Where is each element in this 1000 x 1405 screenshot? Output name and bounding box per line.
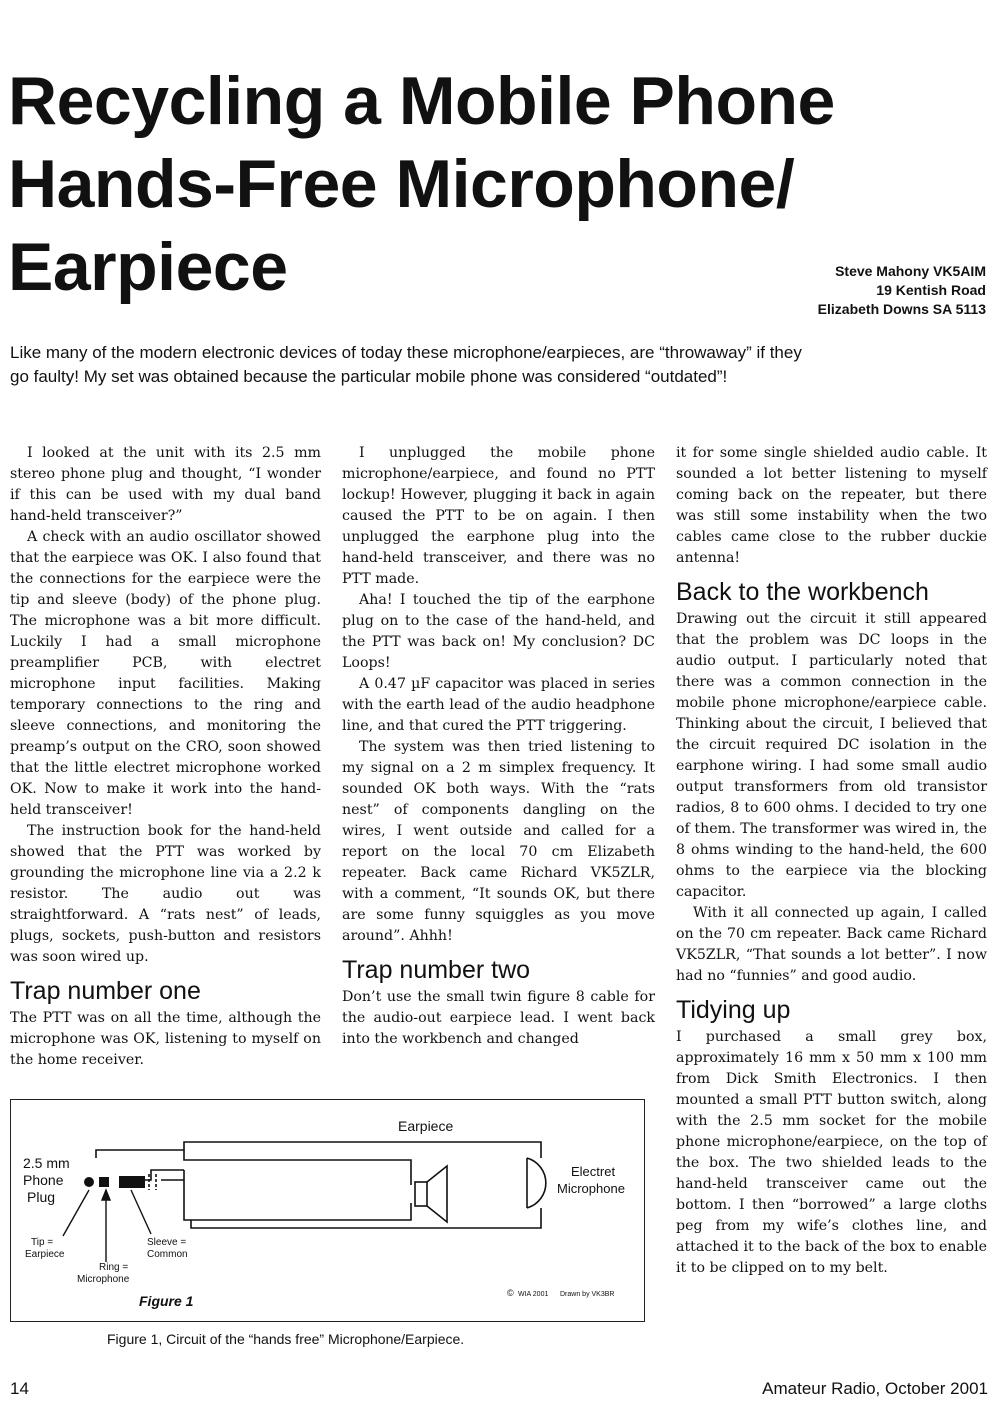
paragraph: I unplugged the mobile phone microphone/earpiece, and found no PTT lockup! However, plugging it back in again caused the PTT to be on again. I then unplugged the earphone plug into the hand-held transceiver, and there was no PTT made.	[342, 445, 655, 587]
plug-tip	[84, 1177, 94, 1187]
figure-caption: Figure 1, Circuit of the “hands free” Microphone/Earpiece.	[107, 1331, 465, 1347]
paragraph: Drawing out the circuit it still appeared that the problem was DC loops in the audio output. I particularly noted that there was a common connection in the mobile phone microphone/earpiece cable. Thinking about the circuit, I believed that the circuit required DC isolation in the earphone wiring. I had some small audio output transformers from old transistor radios, 8 to 600 ohms. I decided to try one of them. The transformer was wired in, the 8 ohms winding to the hand-held, the 600 ohms to the earpiece via the blocking capacitor.	[676, 611, 987, 900]
author-name: Steve Mahony VK5AIM	[835, 263, 986, 279]
title-line-2: Hands-Free Microphone/	[8, 146, 795, 222]
paragraph: A 0.47 µF capacitor was placed in series with the earth lead of the audio headphone line, and that cured the PTT triggering.	[342, 676, 655, 734]
phone-plug	[84, 1174, 156, 1190]
ring-label-line-2: Microphone	[77, 1274, 130, 1285]
title-line-1: Recycling a Mobile Phone	[8, 63, 835, 139]
sleeve-label-line-2: Common	[147, 1249, 188, 1260]
callout-arrows	[63, 1190, 151, 1262]
sleeve-label-line-1: Sleeve =	[147, 1237, 187, 1248]
section-heading-tidying-up: Tidying up	[676, 996, 791, 1024]
paragraph: With it all connected up again, I called on the 70 cm repeater. Back came Richard VK5ZLR, “That sounds a lot better”. I now had no “funnies” and good audio.	[676, 905, 987, 984]
author-block	[818, 262, 986, 319]
circuit-diagram	[11, 1100, 644, 1321]
plug-label-line-2: Phone	[23, 1172, 64, 1188]
mic-label-line-1: Electret	[571, 1164, 616, 1179]
tip-label-line-1: Tip =	[31, 1237, 54, 1248]
microphone-symbol	[527, 1158, 546, 1208]
column-1	[10, 443, 321, 1071]
circuit-wires	[96, 1142, 541, 1228]
page-footer	[10, 1379, 988, 1403]
figure-1-circuit	[10, 1099, 645, 1322]
page-number: 14	[10, 1379, 29, 1398]
column-2	[342, 443, 655, 1050]
section-heading-trap-one: Trap number one	[10, 977, 201, 1005]
author-street: 19 Kentish Road	[876, 282, 986, 298]
mic-label-line-2: Microphone	[557, 1181, 625, 1196]
copyright-symbol: ©	[507, 1288, 514, 1298]
plug-sleeve	[119, 1176, 145, 1188]
paragraph: The instruction book for the hand-held showed that the PTT was worked by grounding the microphone line via a 2.2 k resistor. The audio out was straightforward. A “rats nest” of leads, plugs, sockets, push-button and resistors was soon wired up.	[10, 823, 321, 965]
article-title	[8, 60, 835, 309]
paragraph: it for some single shielded audio cable. It sounded a lot better listening to myself coming back on the repeater, but there was still some instability when the two cables came close to the rubber duckie antenna!	[676, 445, 987, 566]
earpiece-label: Earpiece	[398, 1118, 454, 1134]
paragraph: The PTT was on all the time, although the microphone was OK, listening to myself on the home receiver.	[10, 1010, 321, 1068]
intro-paragraph: Like many of the modern electronic devices of today these microphone/earpieces, are “throwaway” if they go faulty! My set was obtained because the particular mobile phone was considered “outdated”!	[10, 343, 802, 386]
paragraph: A check with an audio oscillator showed that the earpiece was OK. I also found that the connections for the earpiece were the tip and sleeve (body) of the phone plug. The microphone was a bit more difficult. Luckily I had a small microphone preamplifier PCB, with electret microphone input facilities. Making temporary connections to the ring and sleeve connections, and monitoring the preamp’s output on the CRO, soon showed that the little electret microphone worked OK. Now to make it work into the hand-held transceiver!	[10, 529, 321, 818]
plug-ring	[99, 1177, 109, 1187]
drawn-by-text: Drawn by VK3BR	[560, 1291, 615, 1298]
plug-label-line-1: 2.5 mm	[23, 1155, 70, 1171]
plug-label-line-3: Plug	[27, 1189, 56, 1205]
paragraph: I purchased a small grey box, approximately 16 mm x 50 mm x 100 mm from Dick Smith Electronics. I then mounted a small PTT button switch, along with the 2.5 mm socket for the mobile phone microphone/earpiece, on the top of the box. The two shielded leads to the hand-held transceiver came out the bottom. I then “borrowed” a large cloths peg from my wife’s clothes line, and attached it to the back of the box to enable it to be clipped on to my belt.	[676, 1029, 987, 1276]
paragraph: The system was then tried listening to my signal on a 2 m simplex frequency. It sounded OK both ways. With the “rats nest” of components dangling on the wires, I went outside and called for a report on the local 70 cm Elizabeth repeater. Back came Richard VK5ZLR, with a comment, “It sounds OK, but there are some funny squiggles as you move around”. Ahhh!	[342, 739, 655, 944]
plug-contacts	[149, 1174, 156, 1190]
section-heading-trap-two: Trap number two	[342, 956, 531, 984]
paragraph: Don’t use the small twin figure 8 cable for the audio-out earpiece lead. I went back into the workbench and changed	[342, 989, 655, 1047]
ring-label-line-1: Ring =	[99, 1262, 129, 1273]
column-3	[676, 443, 987, 1279]
section-heading-workbench: Back to the workbench	[676, 578, 929, 606]
author-city: Elizabeth Downs SA 5113	[817, 301, 986, 317]
paragraph: I looked at the unit with its 2.5 mm stereo phone plug and thought, “I wonder if this can be used with my dual band hand-held transceiver?”	[10, 445, 321, 524]
copyright-text: WIA 2001	[518, 1291, 549, 1298]
title-line-3: Earpiece	[8, 229, 288, 305]
magazine-issue: Amateur Radio, October 2001	[762, 1379, 988, 1398]
tip-label-line-2: Earpiece	[25, 1249, 65, 1260]
figure-label: Figure 1	[139, 1293, 194, 1309]
earpiece-speaker-symbol	[415, 1166, 447, 1222]
paragraph: Aha! I touched the tip of the earphone plug on to the case of the hand-held, and the PTT was back on! My conclusion? DC Loops!	[342, 592, 655, 671]
